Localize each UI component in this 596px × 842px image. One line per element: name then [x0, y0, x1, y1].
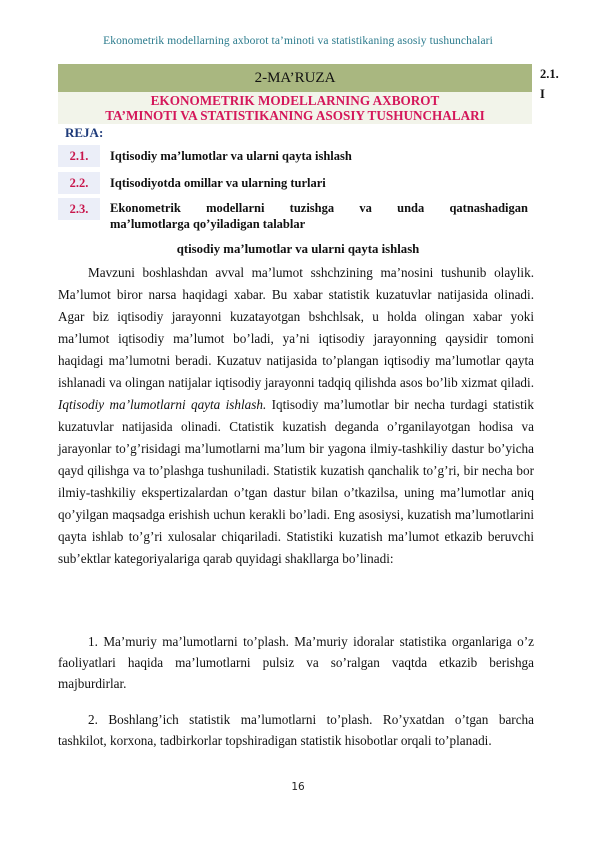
- body-paragraph: 2. Boshlang’ich statistik ma’lumotlarni to’plash. Ro’yxatdan o’tgan barcha tashkilot, korxona, tadbirkorlar topshiradigan statistik hisobotlar orqali to’planadi.: [58, 712, 534, 748]
- paragraph-text: Iqtisodiy ma’lumotlar bir necha turdagi statistik kuzatuvlar natijasida olinadi. Ctatistik kuzatish deganda o’rganilayotgan hodisa va jarayonlar to’g’risidagi ma’lumotlarni ma’lum bir yagona ilmiy-tashkiliy dastur bo’yicha qayd qilishga va to’plashga tushuniladi. Statistik kuzatish qanchalik to’g’ri, bir necha bor ilmiy-tashkiliy ekspertizalardan o’tgan dastur bilan o’tkazilsa, uning ma’lumotlar aniq qo’yilgan maqsadga erishish uchun kerakli bo’ladi. Eng asosiysi, kuzatish ma’lumotlarini qayta ishlab to’g’ri xulosalar chiqariladi. Statistiki kuzatish ma’lumot etkazib beruvchi sub’ektlar kategoriyalariga qarab quyidagi shakllarga bo’linadi:: [58, 397, 534, 566]
- plan-item-text: Iqtisodiy ma’lumotlar va ularni qayta ishlash: [110, 149, 352, 163]
- running-header: Ekonometrik modellarning axborot ta’minoti va statistikaning asosiy tushunchalari: [103, 35, 493, 47]
- lecture-header-box: [58, 64, 532, 230]
- lecture-title-line1: EKONOMETRIK MODELLARNING AXBOROT: [150, 93, 440, 108]
- side-section-letter: I: [540, 87, 545, 101]
- lecture-label: 2-MA’RUZA: [58, 64, 532, 92]
- body-paragraph: [58, 262, 534, 570]
- lecture-title-line2: TA’MINOTI VA STATISTIKANING ASOSIY TUSHUNCHALARI: [105, 108, 485, 123]
- italic-subheading: Iqtisodiy ma’lumotlarni qayta ishlash.: [58, 397, 267, 412]
- page-number: 16: [291, 781, 305, 793]
- plan-heading: REJA:: [65, 125, 104, 140]
- plan-item-text: Iqtisodiyotda omillar va ularning turlari: [110, 176, 326, 190]
- plan-item-number: 2.2.: [58, 172, 100, 194]
- body-paragraph: 1. Ma’muriy ma’lumotlarni to’plash. Ma’muriy idoralar statistika organlariga o’z faoliyatlari haqida ma’lumotlarni pulsiz va so’ralgan vaqtda etkazib berishga majburdirlar.: [58, 634, 534, 691]
- paragraph-text: Mavzuni boshlashdan avval ma’lumot sshchzining ma’nosini tushunib olaylik. Ma’lumot biror narsa haqidagi xabar. Bu xabar statistik kuzatuvlar natijasida olinadi. Agar biz iqtisodiy jarayonni kuzatayotgan bshchlsak, u holda olingan xabar yoki ma’lumot iqtisodiy ma’lumot bo’ladi, ya’ni iqtisodiy jarayonning qaysidir tomoni haqidagi ma’lumotni beradi. Kuzatuv natijasida to’plangan iqtisodiy ma’lumotlar qayta ishlanadi va olingan natijalar iqtisodiy jarayonni tadqiq qilishda asos bo’lib xizmat qiladi.: [58, 265, 534, 390]
- plan-item-number: 2.3.: [58, 198, 100, 220]
- plan-section: [58, 124, 532, 230]
- plan-item-number: 2.1.: [58, 145, 100, 167]
- side-section-number: 2.1.: [540, 67, 559, 81]
- plan-item-text-continued: ma’lumotlarga qo’yiladigan talablar: [110, 217, 306, 231]
- section-heading: qtisodiy ma’lumotlar va ularni qayta ishlash: [176, 242, 420, 256]
- plan-item-text: Ekonometrik modellarni tuzishga va unda qatnashadigan: [110, 201, 528, 215]
- lecture-title: [58, 92, 532, 125]
